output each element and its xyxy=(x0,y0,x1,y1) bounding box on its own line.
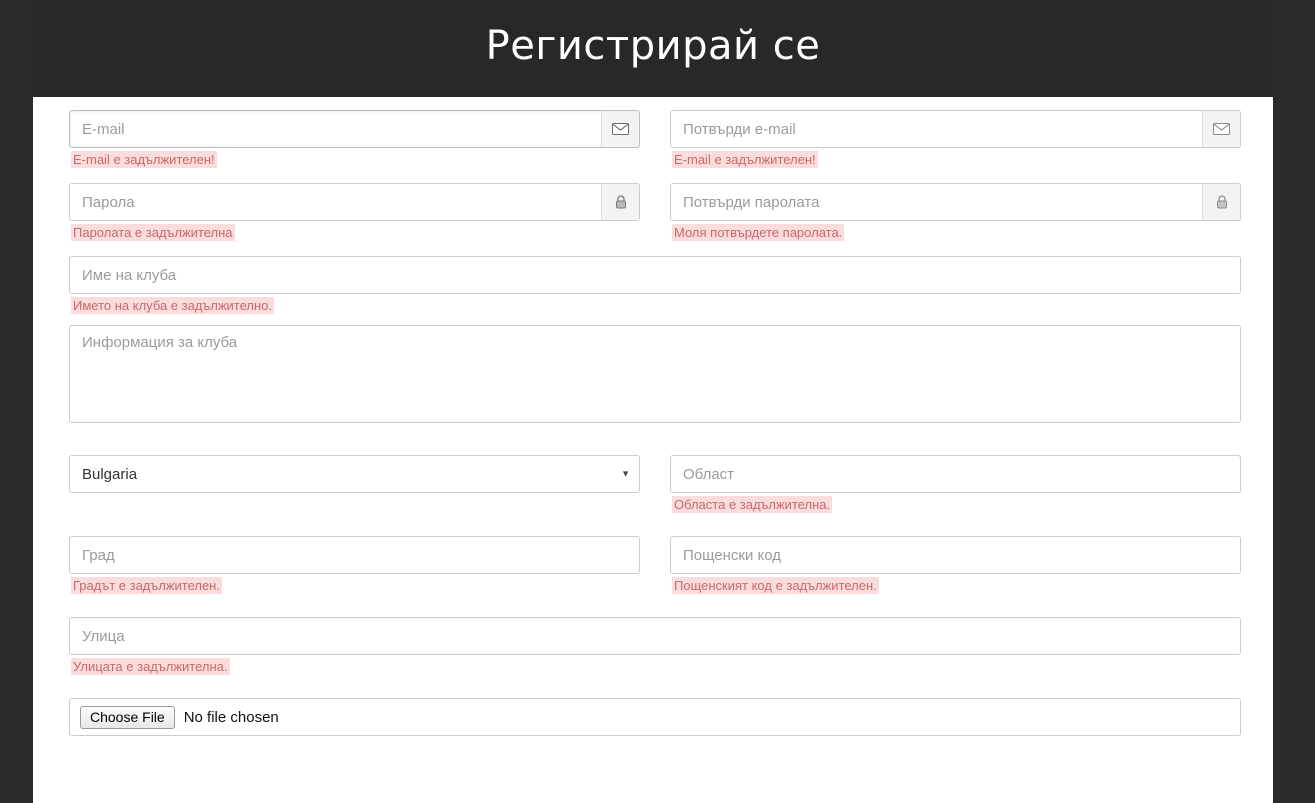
chevron-down-icon: ▼ xyxy=(621,468,630,479)
club-name-error: Името на клуба е задължително. xyxy=(73,298,273,313)
region-error: Областа е задължителна. xyxy=(674,497,831,512)
street-error: Улицата е задължителна. xyxy=(73,659,228,674)
region-field-wrap xyxy=(670,455,1241,493)
country-select-value: Bulgaria xyxy=(82,465,138,483)
spacer xyxy=(69,514,1241,536)
email-confirm-field-wrap xyxy=(670,110,1241,148)
field-club-name xyxy=(69,256,1241,315)
field-country xyxy=(69,455,640,514)
email-confirm-input[interactable] xyxy=(670,110,1241,148)
club-info-textarea[interactable] xyxy=(69,325,1241,423)
spacer xyxy=(69,423,1241,455)
password-confirm-input[interactable] xyxy=(670,183,1241,221)
spacer xyxy=(69,169,1241,183)
spacer xyxy=(69,595,1241,617)
row-password xyxy=(69,183,1241,242)
password-error: Паролата е задължителна xyxy=(73,225,233,240)
field-file-upload xyxy=(69,698,1241,736)
registration-form xyxy=(69,110,1241,736)
spacer xyxy=(69,315,1241,325)
field-street xyxy=(69,617,1241,676)
password-field-wrap xyxy=(69,183,640,221)
page-title: Регистрирай се xyxy=(485,22,821,69)
city-error: Градът е задължителен. xyxy=(73,578,220,593)
password-confirm-field-wrap xyxy=(670,183,1241,221)
club-name-input[interactable] xyxy=(69,256,1241,294)
lock-icon xyxy=(1202,184,1240,220)
country-select[interactable] xyxy=(69,455,640,493)
row-email xyxy=(69,110,1241,169)
spacer xyxy=(69,676,1241,698)
postal-code-error: Пощенският код е задължителен. xyxy=(674,578,877,593)
street-field-wrap xyxy=(69,617,1241,655)
row-country-region xyxy=(69,455,1241,514)
field-password xyxy=(69,183,640,242)
page-header xyxy=(33,0,1273,97)
file-upload-box[interactable] xyxy=(69,698,1241,736)
field-postal-code xyxy=(670,536,1241,595)
file-status-label: No file chosen xyxy=(183,708,279,726)
email-error: E-mail е задължителен! xyxy=(73,152,215,167)
postal-code-field-wrap xyxy=(670,536,1241,574)
field-password-confirm xyxy=(670,183,1241,242)
postal-code-input[interactable] xyxy=(670,536,1241,574)
field-email-confirm xyxy=(670,110,1241,169)
envelope-icon xyxy=(1202,111,1240,147)
row-city-postal xyxy=(69,536,1241,595)
field-city xyxy=(69,536,640,595)
choose-file-button[interactable]: Choose File xyxy=(80,706,175,729)
field-email xyxy=(69,110,640,169)
password-input[interactable] xyxy=(69,183,640,221)
field-region xyxy=(670,455,1241,514)
envelope-icon xyxy=(601,111,639,147)
email-confirm-error: E-mail е задължителен! xyxy=(674,152,816,167)
field-club-info xyxy=(69,325,1241,423)
email-field-wrap xyxy=(69,110,640,148)
street-input[interactable] xyxy=(69,617,1241,655)
password-confirm-error: Моля потвърдете паролата. xyxy=(674,225,843,240)
city-input[interactable] xyxy=(69,536,640,574)
club-name-field-wrap xyxy=(69,256,1241,294)
email-input[interactable] xyxy=(69,110,640,148)
lock-icon xyxy=(601,184,639,220)
form-panel xyxy=(33,97,1273,803)
city-field-wrap xyxy=(69,536,640,574)
spacer xyxy=(69,242,1241,256)
region-input[interactable] xyxy=(670,455,1241,493)
